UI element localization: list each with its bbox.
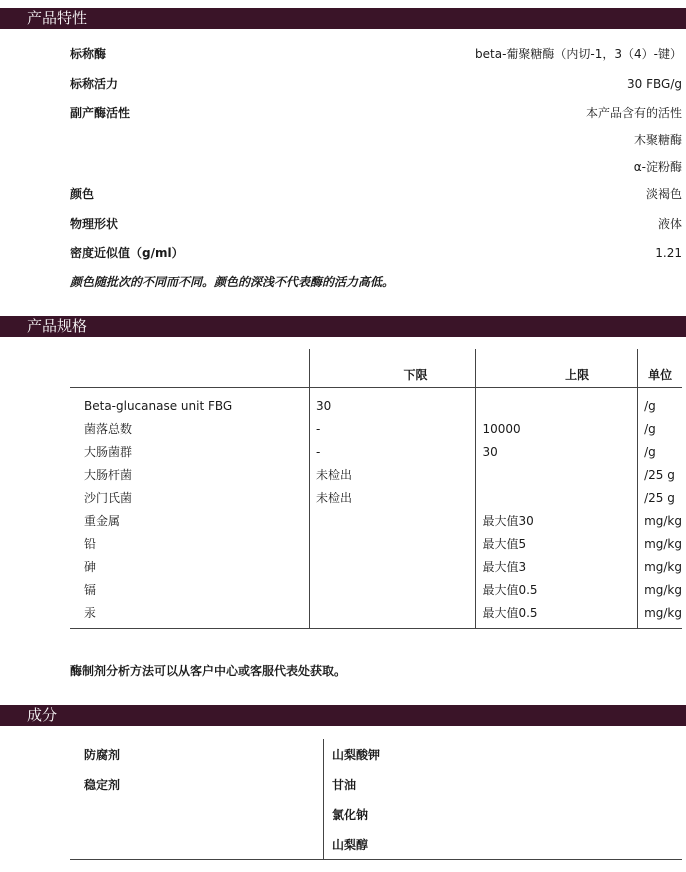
table-row bbox=[70, 829, 682, 860]
property-value: beta-葡聚糖酶（内切-1，3（4）-键） bbox=[475, 47, 682, 61]
spec-header-min: 下限 bbox=[309, 349, 476, 388]
spec-max: 最大值0.5 bbox=[476, 578, 638, 601]
spec-max bbox=[476, 388, 638, 418]
spec-header-unit: 单位 bbox=[638, 349, 682, 388]
spec-min: 未检出 bbox=[309, 463, 476, 486]
property-label: 标称活力 bbox=[70, 77, 119, 91]
property-row bbox=[70, 128, 682, 152]
spec-min bbox=[309, 509, 476, 532]
spec-item: 砷 bbox=[84, 560, 97, 574]
spec-unit: mg/kg bbox=[638, 555, 682, 578]
ingredient-name: 山梨酸钾 bbox=[324, 739, 683, 769]
table-row bbox=[70, 417, 682, 440]
property-label: 密度近似值（g/ml） bbox=[70, 246, 184, 260]
spec-item: 镉 bbox=[84, 583, 97, 597]
ingredient-name: 甘油 bbox=[324, 769, 683, 799]
ingredient-category: 防腐剂 bbox=[84, 747, 121, 762]
table-row bbox=[70, 799, 682, 829]
property-value: 液体 bbox=[657, 217, 682, 231]
ingredient-table bbox=[70, 739, 682, 860]
spec-item: 菌落总数 bbox=[84, 422, 133, 436]
spec-table-header bbox=[70, 349, 682, 388]
spec-note: 酶制剂分析方法可以从客户中心或客服代表处获取。 bbox=[70, 664, 347, 678]
property-label: 标称酶 bbox=[70, 47, 107, 61]
property-value: 淡褐色 bbox=[645, 187, 682, 201]
spec-unit: mg/kg bbox=[638, 601, 682, 629]
spec-min bbox=[309, 578, 476, 601]
spec-min bbox=[309, 532, 476, 555]
spec-max bbox=[476, 486, 638, 509]
spec-unit: /g bbox=[638, 440, 682, 463]
property-value: α-淀粉酶 bbox=[633, 160, 682, 174]
spec-item: 沙门氏菌 bbox=[84, 491, 133, 505]
property-row bbox=[70, 212, 682, 236]
property-value: 30 FBG/g bbox=[627, 77, 682, 91]
section-header-ingredients: 成分 bbox=[0, 705, 686, 726]
table-row bbox=[70, 509, 682, 532]
table-row bbox=[70, 739, 682, 769]
spec-item: 大肠杆菌 bbox=[84, 468, 133, 482]
property-value: 本产品含有的活性 bbox=[585, 106, 682, 120]
spec-max bbox=[476, 463, 638, 486]
spec-unit: mg/kg bbox=[638, 578, 682, 601]
ingredient-name: 氯化钠 bbox=[324, 799, 683, 829]
table-row bbox=[70, 601, 682, 629]
section-header-properties: 产品特性 bbox=[0, 8, 686, 29]
property-row bbox=[70, 101, 682, 125]
spec-unit: mg/kg bbox=[638, 509, 682, 532]
spec-header-max: 上限 bbox=[476, 349, 638, 388]
ingredient-category: 稳定剂 bbox=[84, 777, 121, 792]
property-row bbox=[70, 241, 682, 265]
property-row bbox=[70, 42, 682, 66]
spec-table bbox=[70, 349, 682, 629]
section-header-specs: 产品规格 bbox=[0, 316, 686, 337]
spec-unit: mg/kg bbox=[638, 532, 682, 555]
spec-item: 汞 bbox=[70, 601, 309, 629]
property-value: 1.21 bbox=[655, 246, 682, 260]
table-row bbox=[70, 769, 682, 799]
table-row bbox=[70, 388, 682, 418]
property-row bbox=[70, 182, 682, 206]
property-label: 副产酶活性 bbox=[70, 106, 131, 120]
spec-min: 30 bbox=[309, 388, 476, 418]
spec-max: 最大值0.5 bbox=[476, 601, 638, 629]
ingredient-category bbox=[70, 829, 324, 860]
color-note: 颜色随批次的不同而不同。颜色的深浅不代表酶的活力高低。 bbox=[70, 275, 395, 289]
spec-max: 最大值3 bbox=[476, 555, 638, 578]
ingredient-category bbox=[70, 799, 324, 829]
table-row bbox=[70, 555, 682, 578]
table-row bbox=[70, 532, 682, 555]
spec-min: - bbox=[309, 440, 476, 463]
table-row bbox=[70, 463, 682, 486]
spec-min bbox=[309, 555, 476, 578]
property-value: 木聚糖酶 bbox=[633, 133, 682, 147]
spec-max: 最大值5 bbox=[476, 532, 638, 555]
spec-item: 重金属 bbox=[84, 514, 121, 528]
property-label: 物理形状 bbox=[70, 217, 119, 231]
spec-min: - bbox=[309, 417, 476, 440]
spec-unit: /g bbox=[638, 388, 682, 418]
spec-item: 铅 bbox=[84, 537, 97, 551]
table-row bbox=[70, 486, 682, 509]
spec-unit: /25 g bbox=[638, 486, 682, 509]
spec-unit: /g bbox=[638, 417, 682, 440]
table-row bbox=[70, 578, 682, 601]
property-row bbox=[70, 155, 682, 179]
ingredient-name: 山梨醇 bbox=[324, 829, 683, 860]
table-row bbox=[70, 440, 682, 463]
spec-max: 10000 bbox=[476, 417, 638, 440]
spec-min: 未检出 bbox=[309, 486, 476, 509]
spec-unit: /25 g bbox=[638, 463, 682, 486]
property-row bbox=[70, 72, 682, 96]
spec-item: Beta-glucanase unit FBG bbox=[84, 398, 233, 413]
property-label: 颜色 bbox=[70, 187, 95, 201]
spec-max: 30 bbox=[476, 440, 638, 463]
spec-min bbox=[309, 601, 476, 629]
spec-item: 大肠菌群 bbox=[84, 445, 133, 459]
spec-header-item bbox=[70, 349, 309, 388]
spec-max: 最大值30 bbox=[476, 509, 638, 532]
